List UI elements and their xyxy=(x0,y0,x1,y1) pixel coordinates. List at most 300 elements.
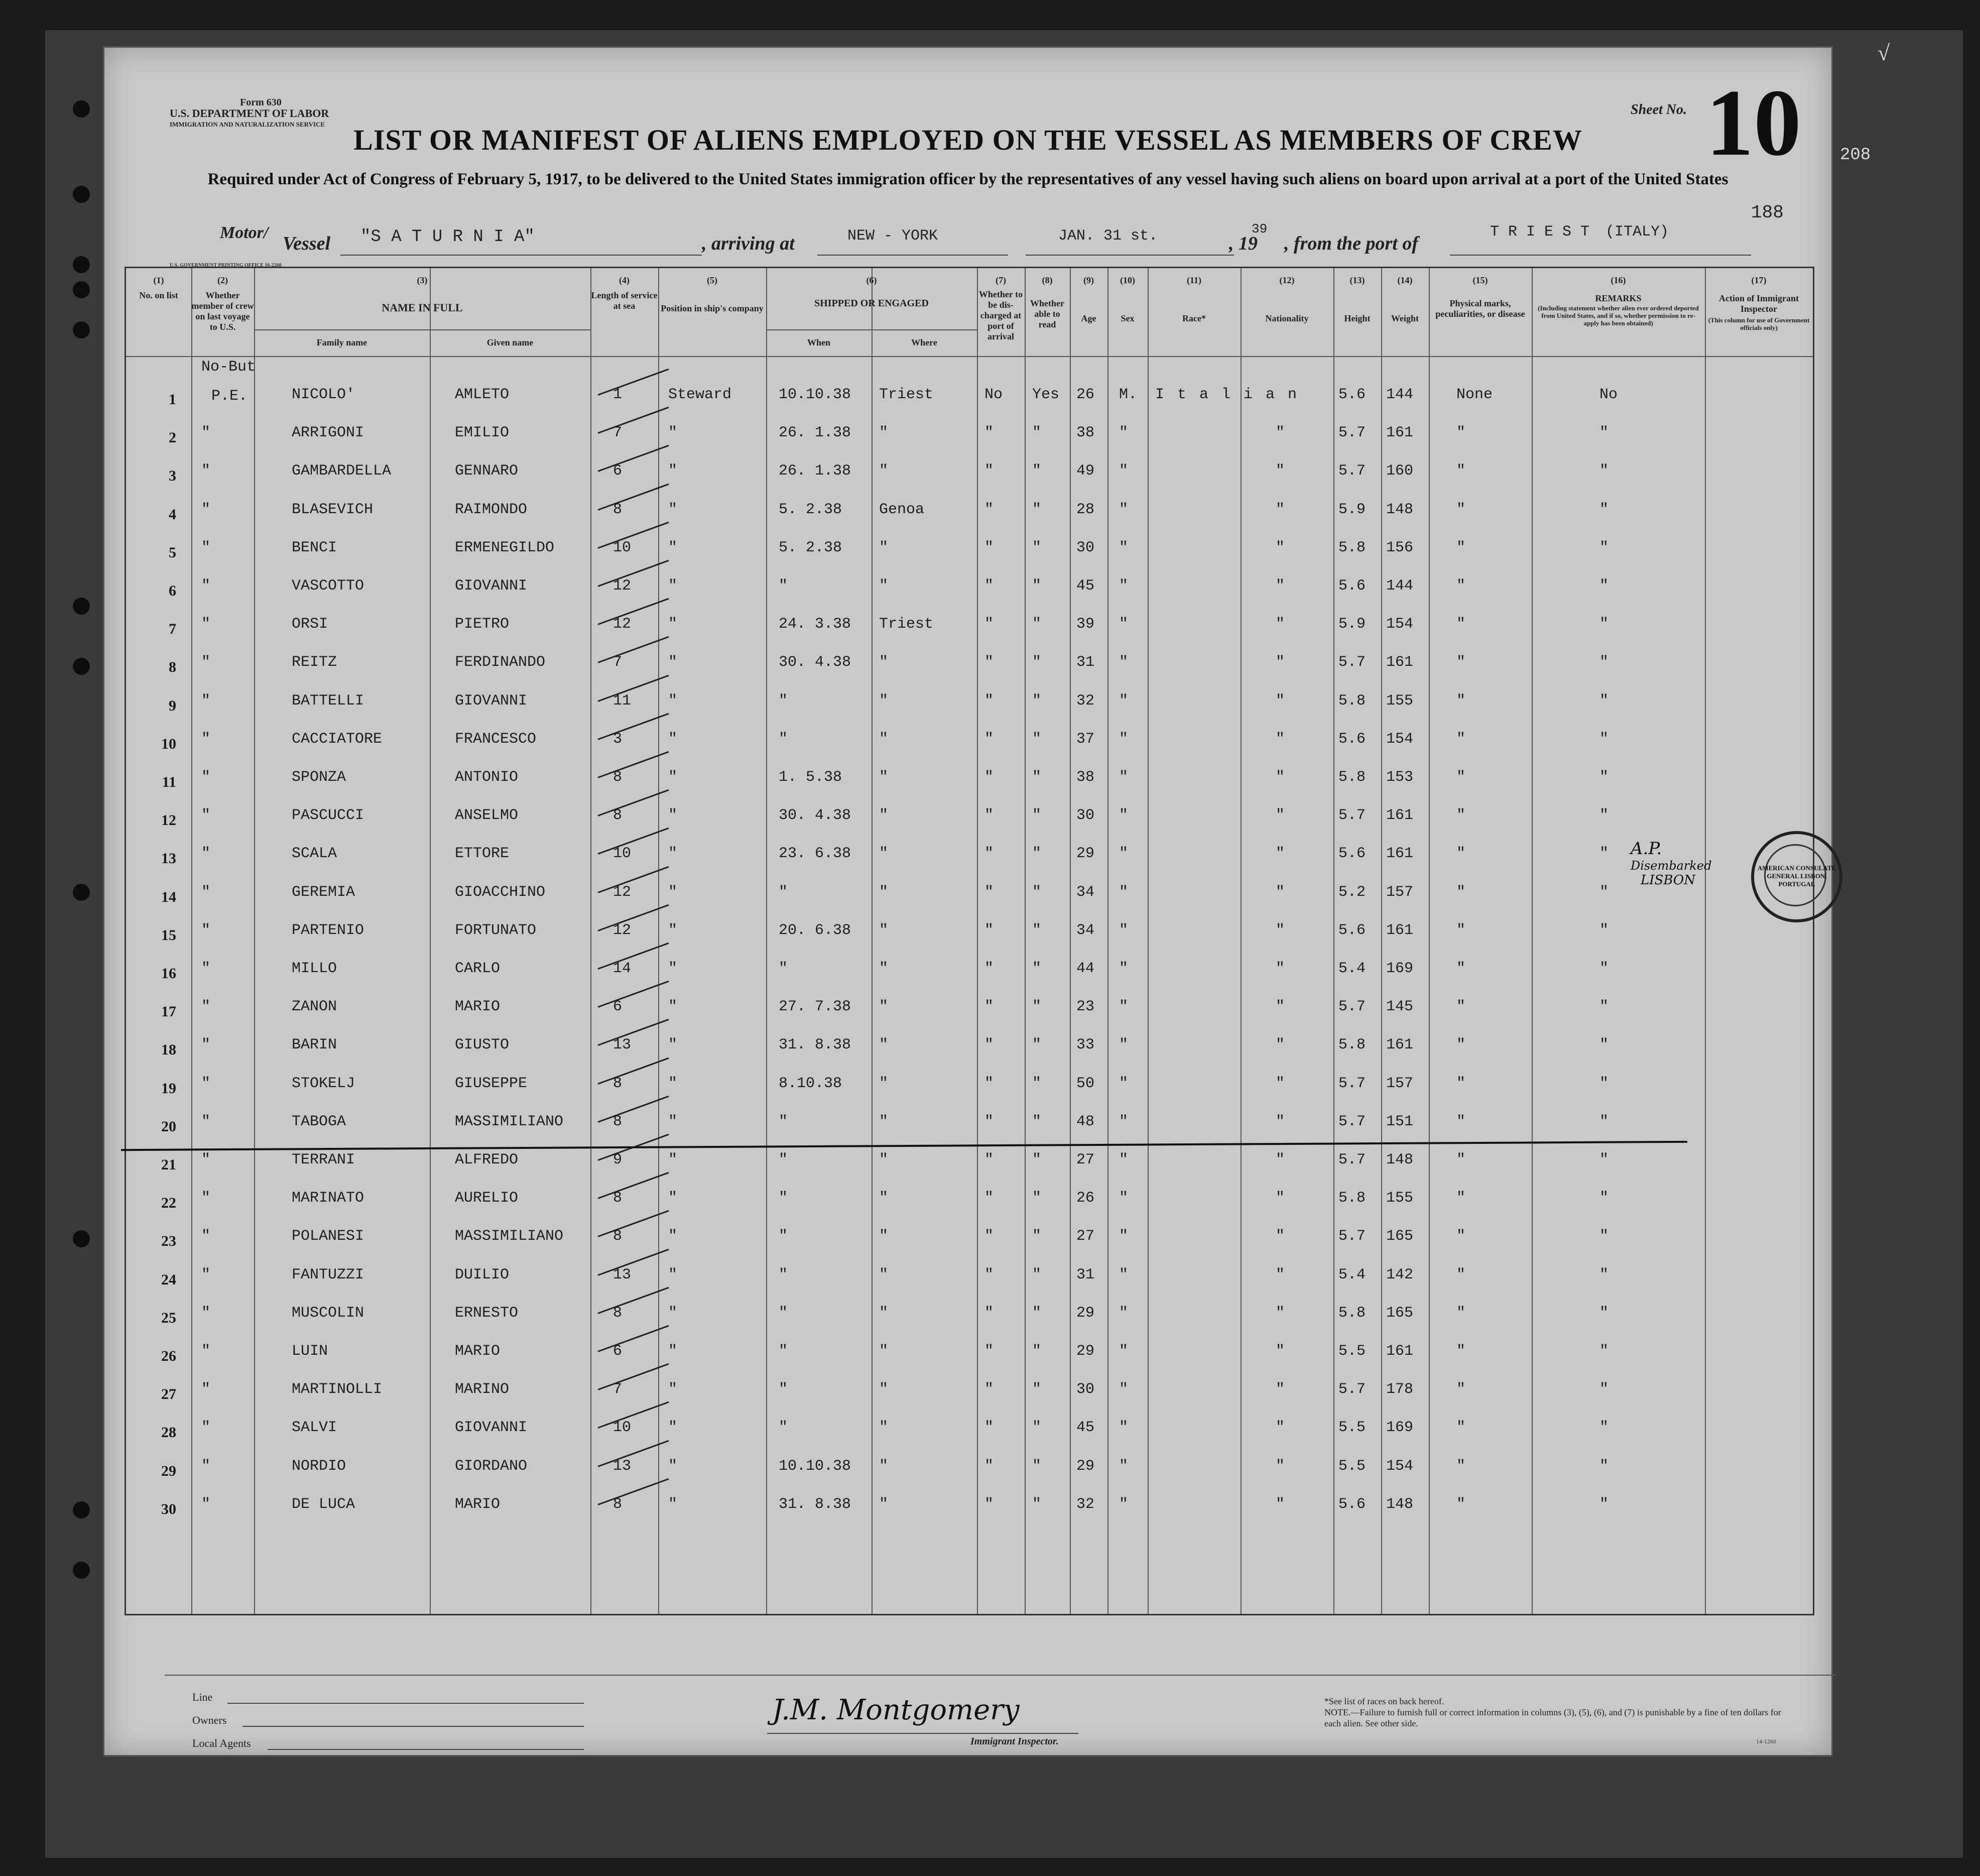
given-name-cell: GIUSEPPE xyxy=(455,1075,528,1092)
column-rule xyxy=(977,268,978,1614)
column-number: (6) xyxy=(866,275,877,285)
service-cell: 14 xyxy=(613,960,632,977)
nationality-cell: " xyxy=(1276,1343,1285,1360)
position-cell: " xyxy=(668,883,678,901)
age-cell: 38 xyxy=(1076,424,1095,442)
discharged-cell: " xyxy=(984,1419,994,1437)
sex-cell: " xyxy=(1119,1381,1129,1398)
family-name-cell: ZANON xyxy=(292,998,337,1016)
header-remarks-sub: (Including statement whether alien ever ordered deported from United States, and if so, whether permission to re-apply has been obtained) xyxy=(1538,304,1699,327)
height-cell: 5.6 xyxy=(1338,845,1366,863)
position-cell: " xyxy=(668,1457,678,1475)
arrival-port: NEW - YORK xyxy=(847,227,938,245)
discharged-cell: " xyxy=(984,654,994,671)
given-name-cell: DUILIO xyxy=(455,1266,510,1283)
header-physical: Physical marks, peculiarities, or disease xyxy=(1435,298,1525,319)
vessel-name: "S A T U R N I A" xyxy=(360,227,535,247)
row-number: 22 xyxy=(161,1195,176,1212)
given-name-cell: CARLO xyxy=(455,960,501,977)
shipped-where-cell: " xyxy=(879,807,889,825)
weight-cell: 161 xyxy=(1386,424,1414,442)
height-cell: 5.6 xyxy=(1338,730,1366,748)
read-cell: " xyxy=(1032,1419,1042,1437)
weight-cell: 157 xyxy=(1386,883,1414,901)
weight-cell: 160 xyxy=(1386,462,1414,480)
arrival-year: 39 xyxy=(1252,221,1268,237)
read-cell: " xyxy=(1032,616,1042,633)
discharged-cell: " xyxy=(984,1304,994,1322)
nationality-cell: " xyxy=(1276,1495,1285,1513)
form-number: Form 630 xyxy=(240,97,282,108)
physical-cell: " xyxy=(1456,424,1466,442)
shipped-where-cell: " xyxy=(879,845,889,863)
physical-cell: " xyxy=(1456,1381,1466,1398)
service-cell: 12 xyxy=(613,577,632,595)
discharged-cell: " xyxy=(984,960,994,977)
header-member-last-voyage: Whether member of crew on last voyage to U.S. xyxy=(191,290,254,332)
read-cell: " xyxy=(1032,1495,1042,1513)
position-cell: " xyxy=(668,539,678,556)
row-number: 1 xyxy=(169,391,176,408)
physical-cell: None xyxy=(1456,386,1493,403)
shipped-where-cell: " xyxy=(879,462,889,480)
shipped-when-cell: 30. 4.38 xyxy=(779,807,851,825)
column-number: (15) xyxy=(1472,275,1488,285)
position-cell: " xyxy=(668,462,678,480)
family-name-cell: SPONZA xyxy=(292,769,346,786)
column-rule xyxy=(658,268,659,1614)
discharged-cell: " xyxy=(984,1151,994,1168)
header-position: Position in ship's company xyxy=(661,303,764,313)
position-cell: " xyxy=(668,1266,678,1283)
member-cell: " xyxy=(201,730,211,748)
position-cell: " xyxy=(668,1304,678,1322)
remarks-cell: " xyxy=(1599,462,1609,480)
shipped-when-cell: " xyxy=(779,1228,788,1245)
header-no-on-list: No. on list xyxy=(139,290,178,300)
age-cell: 50 xyxy=(1076,1075,1095,1092)
read-cell: " xyxy=(1032,539,1042,556)
read-cell: " xyxy=(1032,883,1042,901)
physical-cell: " xyxy=(1456,1304,1466,1322)
row-number: 9 xyxy=(169,697,176,714)
height-cell: 5.2 xyxy=(1338,883,1366,901)
header-name-in-full: NAME IN FULL xyxy=(382,301,463,314)
height-cell: 5.4 xyxy=(1338,1266,1366,1283)
member-cell: " xyxy=(201,1343,211,1360)
member-cell: " xyxy=(201,1228,211,1245)
service-cell: 8 xyxy=(613,1304,623,1322)
column-rule xyxy=(430,268,431,1614)
column-number: (7) xyxy=(996,275,1006,285)
physical-cell: " xyxy=(1456,769,1466,786)
read-cell: " xyxy=(1032,845,1042,863)
nationality-cell: " xyxy=(1276,807,1285,825)
sex-cell: " xyxy=(1119,539,1129,556)
height-cell: 5.9 xyxy=(1338,501,1366,518)
shipped-where-cell: " xyxy=(879,577,889,595)
shipped-when-cell: " xyxy=(779,577,788,595)
weight-cell: 153 xyxy=(1386,769,1414,786)
race-cell: I t a l i a n xyxy=(1155,386,1299,403)
row-number: 19 xyxy=(161,1080,176,1097)
shipped-where-cell: " xyxy=(879,692,889,710)
physical-cell: " xyxy=(1456,921,1466,939)
age-cell: 39 xyxy=(1076,616,1095,633)
family-name-cell: SCALA xyxy=(292,845,337,863)
height-cell: 5.7 xyxy=(1338,1381,1366,1398)
weight-cell: 145 xyxy=(1386,998,1414,1016)
age-cell: 23 xyxy=(1076,998,1095,1016)
weight-cell: 157 xyxy=(1386,1075,1414,1092)
member-cell: " xyxy=(201,1151,211,1168)
remarks-cell: " xyxy=(1599,1075,1609,1092)
nationality-cell: " xyxy=(1276,501,1285,518)
read-cell: " xyxy=(1032,1343,1042,1360)
printing-office: U.S. GOVERNMENT PRINTING OFFICE 16-2260 xyxy=(170,263,282,268)
position-cell: " xyxy=(668,577,678,595)
age-cell: 31 xyxy=(1076,654,1095,671)
shipped-when-cell: " xyxy=(779,1381,788,1398)
height-cell: 5.5 xyxy=(1338,1419,1366,1437)
shipped-where-cell: Triest xyxy=(879,386,934,403)
weight-cell: 144 xyxy=(1386,386,1414,403)
read-cell: " xyxy=(1032,692,1042,710)
row-number: 3 xyxy=(169,467,176,485)
height-cell: 5.7 xyxy=(1338,1075,1366,1092)
nationality-cell: " xyxy=(1276,921,1285,939)
age-cell: 31 xyxy=(1076,1266,1095,1283)
read-cell: " xyxy=(1032,424,1042,442)
remarks-cell: " xyxy=(1599,883,1609,901)
position-cell: " xyxy=(668,1075,678,1092)
physical-cell: " xyxy=(1456,1419,1466,1437)
service-cell: 10 xyxy=(613,845,632,863)
nationality-cell: " xyxy=(1276,1266,1285,1283)
shipped-where-cell: " xyxy=(879,921,889,939)
shipped-where-cell: " xyxy=(879,1381,889,1398)
shipped-where-cell: " xyxy=(879,1113,889,1130)
header-able-read: Whether able to read xyxy=(1030,298,1064,329)
given-name-cell: GIOVANNI xyxy=(455,577,528,595)
weight-cell: 148 xyxy=(1386,501,1414,518)
physical-cell: " xyxy=(1456,883,1466,901)
shipped-where-cell: " xyxy=(879,654,889,671)
service-cell: 8 xyxy=(613,1228,623,1245)
remarks-cell: " xyxy=(1599,1151,1609,1168)
service-cell: 13 xyxy=(613,1457,632,1475)
height-cell: 5.6 xyxy=(1338,1495,1366,1513)
departure-port: T R I E S T xyxy=(1490,223,1590,241)
remarks-cell: " xyxy=(1599,1190,1609,1207)
header-rule xyxy=(126,356,1813,357)
discharged-cell: " xyxy=(984,462,994,480)
member-cell: " xyxy=(201,1036,211,1054)
row-number: 27 xyxy=(161,1386,176,1403)
height-cell: 5.6 xyxy=(1338,577,1366,595)
member-cell: " xyxy=(201,1190,211,1207)
row-number: 18 xyxy=(161,1041,176,1059)
nationality-cell: " xyxy=(1276,769,1285,786)
service-cell: 9 xyxy=(613,1151,623,1168)
given-name-cell: MARIO xyxy=(455,1495,501,1513)
row-number: 11 xyxy=(162,774,176,790)
shipped-where-cell: " xyxy=(879,1190,889,1207)
service-cell: 8 xyxy=(613,807,623,825)
read-cell: " xyxy=(1032,998,1042,1016)
shipped-when-cell: " xyxy=(779,1190,788,1207)
weight-cell: 154 xyxy=(1386,1457,1414,1475)
header-discharged: Whether to be dis-charged at port of arrival xyxy=(978,289,1023,341)
discharged-cell: " xyxy=(984,730,994,748)
row-number: 13 xyxy=(161,850,176,867)
row-number: 8 xyxy=(169,659,176,676)
member-cell: " xyxy=(201,654,211,671)
weight-cell: 151 xyxy=(1386,1113,1414,1130)
sex-cell: " xyxy=(1119,462,1129,480)
height-cell: 5.5 xyxy=(1338,1457,1366,1475)
sex-cell: " xyxy=(1119,616,1129,633)
arriving-label: , arriving at xyxy=(702,233,795,254)
weight-cell: 155 xyxy=(1386,1190,1414,1207)
family-name-cell: FANTUZZI xyxy=(292,1266,364,1283)
shipped-where-cell: " xyxy=(879,883,889,901)
discharged-cell: " xyxy=(984,501,994,518)
shipped-when-cell: 8.10.38 xyxy=(779,1075,842,1092)
row-number: 26 xyxy=(161,1348,176,1364)
age-cell: 48 xyxy=(1076,1113,1095,1130)
height-cell: 5.7 xyxy=(1338,424,1366,442)
page-title: LIST OR MANIFEST OF ALIENS EMPLOYED ON THE VESSEL AS MEMBERS OF CREW xyxy=(353,124,1582,156)
position-cell: " xyxy=(668,1419,678,1437)
position-cell: " xyxy=(668,1381,678,1398)
nationality-cell: " xyxy=(1276,1151,1285,1168)
column-number: (14) xyxy=(1397,275,1413,285)
column-rule xyxy=(1148,268,1149,1614)
member-cell: " xyxy=(201,998,211,1016)
stamp-text: AMERICAN CONSULATE GENERAL LISBON, PORTUGAL xyxy=(1757,864,1836,888)
discharged-cell: " xyxy=(984,1190,994,1207)
position-cell: " xyxy=(668,1228,678,1245)
shipped-when-cell: " xyxy=(779,1113,788,1130)
weight-cell: 155 xyxy=(1386,692,1414,710)
family-name-cell: POLANESI xyxy=(292,1228,364,1245)
read-cell: " xyxy=(1032,1304,1042,1322)
footer-agents-label: Local Agents xyxy=(192,1737,251,1749)
read-cell: " xyxy=(1032,462,1042,480)
read-cell: " xyxy=(1032,1036,1042,1054)
discharged-cell: " xyxy=(984,424,994,442)
remarks-cell: " xyxy=(1599,539,1609,556)
remarks-cell: " xyxy=(1599,1419,1609,1437)
header-race: Race* xyxy=(1182,313,1206,323)
given-name-cell: GIORDANO xyxy=(455,1457,528,1475)
remarks-cell: " xyxy=(1599,1228,1609,1245)
physical-cell: " xyxy=(1456,1343,1466,1360)
remarks-cell: " xyxy=(1599,577,1609,595)
row-number: 24 xyxy=(161,1271,176,1288)
position-cell: " xyxy=(668,501,678,518)
position-cell: " xyxy=(668,921,678,939)
remarks-cell: " xyxy=(1599,1036,1609,1054)
physical-cell: " xyxy=(1456,1151,1466,1168)
departure-country: (ITALY) xyxy=(1605,223,1669,241)
family-name-cell: NICOLO' xyxy=(292,386,355,403)
nationality-cell: " xyxy=(1276,692,1285,710)
family-name-cell: REITZ xyxy=(292,654,337,671)
nationality-cell: " xyxy=(1276,616,1285,633)
height-cell: 5.8 xyxy=(1338,1036,1366,1054)
service-cell: 13 xyxy=(613,1036,632,1054)
shipped-when-cell: 1. 5.38 xyxy=(779,769,842,786)
shipped-where-cell: " xyxy=(879,1419,889,1437)
column-number: (10) xyxy=(1120,275,1135,285)
row-number: 17 xyxy=(161,1003,176,1020)
given-name-cell: GIOVANNI xyxy=(455,692,528,710)
inspector-label: Immigrant Inspector. xyxy=(970,1736,1059,1747)
member-cell: " xyxy=(201,960,211,977)
family-name-cell: MARINATO xyxy=(292,1190,364,1207)
read-cell: " xyxy=(1032,1113,1042,1130)
age-cell: 34 xyxy=(1076,921,1095,939)
given-name-cell: MASSIMILIANO xyxy=(455,1113,564,1130)
service-cell: 11 xyxy=(613,692,632,710)
family-name-cell: SALVI xyxy=(292,1419,337,1437)
shipped-where-cell: " xyxy=(879,1151,889,1168)
height-cell: 5.8 xyxy=(1338,1190,1366,1207)
physical-cell: " xyxy=(1456,845,1466,863)
shipped-when-cell: 10.10.38 xyxy=(779,386,851,403)
row-number: 23 xyxy=(161,1233,176,1250)
member-cell: " xyxy=(201,1304,211,1322)
service-cell: 8 xyxy=(613,1190,623,1207)
service-cell: 3 xyxy=(613,730,623,748)
shipped-when-cell: 26. 1.38 xyxy=(779,462,851,480)
annotation-line1: Disembarked xyxy=(1631,859,1712,873)
physical-cell: " xyxy=(1456,807,1466,825)
service-cell: 12 xyxy=(613,921,632,939)
nationality-cell: " xyxy=(1276,654,1285,671)
position-cell: " xyxy=(668,692,678,710)
row-number: 20 xyxy=(161,1118,176,1135)
member-cell: " xyxy=(201,845,211,863)
footer-owners-label: Owners xyxy=(192,1714,227,1726)
row-number: 16 xyxy=(161,965,176,982)
service-cell: 13 xyxy=(613,1266,632,1283)
column-rule xyxy=(1025,268,1026,1614)
service-cell: 6 xyxy=(613,1343,623,1360)
sex-cell: " xyxy=(1119,1495,1129,1513)
age-cell: 44 xyxy=(1076,960,1095,977)
nationality-cell: " xyxy=(1276,1381,1285,1398)
physical-cell: " xyxy=(1456,462,1466,480)
column-rule xyxy=(1241,268,1242,1614)
height-cell: 5.4 xyxy=(1338,960,1366,977)
given-name-cell: FRANCESCO xyxy=(455,730,537,748)
sex-cell: " xyxy=(1119,921,1129,939)
service-cell: 8 xyxy=(613,769,623,786)
sheet-number: 10 xyxy=(1706,70,1801,176)
vessel-label: Vessel xyxy=(283,233,330,254)
service-cell: 8 xyxy=(613,501,623,518)
age-cell: 32 xyxy=(1076,1495,1095,1513)
shipped-when-cell: " xyxy=(779,1304,788,1322)
column-number: (5) xyxy=(707,275,717,285)
age-cell: 30 xyxy=(1076,1381,1095,1398)
remarks-cell: " xyxy=(1599,1381,1609,1398)
age-cell: 29 xyxy=(1076,1304,1095,1322)
column-number: (2) xyxy=(217,275,228,285)
service-cell: 6 xyxy=(613,462,623,480)
shipped-when-cell: " xyxy=(779,960,788,977)
row-number: 25 xyxy=(161,1309,176,1326)
discharged-cell: " xyxy=(984,692,994,710)
physical-cell: " xyxy=(1456,692,1466,710)
read-cell: " xyxy=(1032,654,1042,671)
sex-cell: " xyxy=(1119,1190,1129,1207)
member-cell: " xyxy=(201,616,211,633)
family-name-cell: MUSCOLIN xyxy=(292,1304,364,1322)
column-number: (13) xyxy=(1349,275,1365,285)
row-number: 10 xyxy=(161,735,176,752)
row-number: 6 xyxy=(169,582,176,599)
sex-cell: " xyxy=(1119,845,1129,863)
discharged-cell: " xyxy=(984,1228,994,1245)
remarks-cell: " xyxy=(1599,1266,1609,1283)
header-height: Height xyxy=(1344,313,1371,323)
given-name-cell: FERDINANDO xyxy=(455,654,546,671)
given-name-cell: AMLETO xyxy=(455,386,510,403)
service-cell: 12 xyxy=(613,616,632,633)
shipped-when-cell: 5. 2.38 xyxy=(779,501,842,518)
physical-cell: " xyxy=(1456,1113,1466,1130)
position-cell: " xyxy=(668,960,678,977)
physical-cell: " xyxy=(1456,998,1466,1016)
shipped-when-cell: 20. 6.38 xyxy=(779,921,851,939)
inspector-signature: J.M. Montgomery xyxy=(772,1694,1020,1726)
family-name-cell: VASCOTTO xyxy=(292,577,364,595)
family-name-cell: GAMBARDELLA xyxy=(292,462,392,480)
physical-cell: " xyxy=(1456,730,1466,748)
discharged-cell: " xyxy=(984,1036,994,1054)
nationality-cell: " xyxy=(1276,998,1285,1016)
remarks-cell: " xyxy=(1599,998,1609,1016)
discharged-cell: " xyxy=(984,1113,994,1130)
read-cell: " xyxy=(1032,921,1042,939)
nationality-cell: " xyxy=(1276,1113,1285,1130)
remarks-cell: " xyxy=(1599,807,1609,825)
position-cell: " xyxy=(668,845,678,863)
weight-cell: 165 xyxy=(1386,1228,1414,1245)
position-cell: " xyxy=(668,1151,678,1168)
remarks-cell: " xyxy=(1599,1304,1609,1322)
member-note-bottom: P.E. xyxy=(211,388,248,405)
column-rule xyxy=(590,268,591,1614)
check-mark: √ xyxy=(1878,41,1890,65)
sex-cell: " xyxy=(1119,1113,1129,1130)
position-cell: " xyxy=(668,1190,678,1207)
subheader-rule xyxy=(766,329,977,330)
weight-cell: 161 xyxy=(1386,921,1414,939)
shipped-when-cell: 31. 8.38 xyxy=(779,1036,851,1054)
remarks-cell: " xyxy=(1599,921,1609,939)
manifest-page xyxy=(103,46,1836,1756)
footer-notes xyxy=(1324,1696,1791,1729)
family-name-cell: CACCIATORE xyxy=(292,730,383,748)
sex-cell: " xyxy=(1119,1457,1129,1475)
service-cell: 10 xyxy=(613,539,632,556)
sex-cell: " xyxy=(1119,424,1129,442)
